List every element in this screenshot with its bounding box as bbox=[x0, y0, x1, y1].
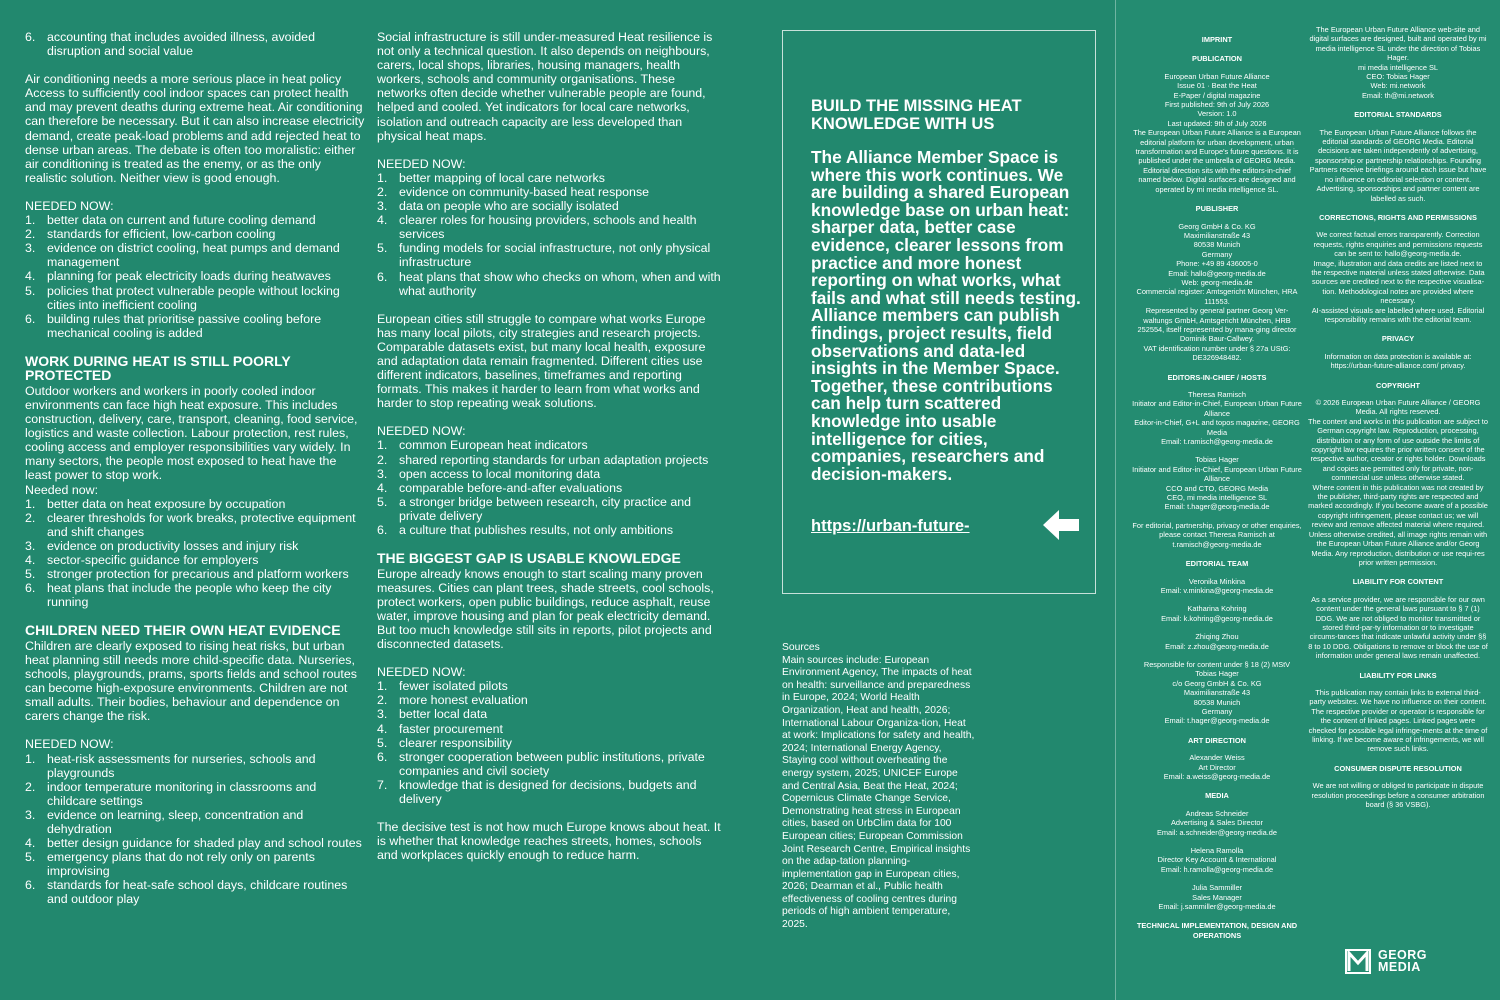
article-column-middle bbox=[377, 30, 722, 876]
imprint-text: Veronika Minkina bbox=[1188, 576, 1246, 586]
list-number: 4. bbox=[377, 213, 388, 228]
imprint-heading: PUBLISHER bbox=[1195, 204, 1239, 214]
list-number: 2. bbox=[25, 227, 36, 242]
list-item bbox=[377, 722, 722, 736]
imprint-heading: CONSUMER DISPUTE RESOLUTION bbox=[1334, 763, 1462, 773]
imprint-heading: EDITORIAL TEAM bbox=[1185, 559, 1249, 569]
list-item-text: stronger cooperation between public institutions, private companies and civil society bbox=[399, 749, 705, 778]
list-number: 2. bbox=[25, 779, 36, 794]
list-number: 3. bbox=[25, 538, 36, 553]
list-item bbox=[377, 241, 722, 269]
list-number: 5. bbox=[377, 494, 388, 509]
list-item-text: funding models for social infrastructure, not only physical infrastructure bbox=[399, 241, 711, 270]
imprint-heading: PRIVACY bbox=[1381, 334, 1415, 344]
list-item-text: standards for heat-safe school days, childcare routines and outdoor play bbox=[47, 878, 348, 907]
list-item bbox=[377, 199, 722, 213]
list-item-text: policies that protect vulnerable people without locking cities into inefficient cooling bbox=[47, 283, 340, 312]
needed-now-label: NEEDED NOW: bbox=[25, 737, 114, 752]
list-item bbox=[377, 679, 722, 693]
list-item-text: clearer roles for housing providers, schools and health services bbox=[399, 213, 697, 242]
list-item-text: data on people who are socially isolated bbox=[399, 199, 619, 214]
list-item-text: better design guidance for shaded play and school routes bbox=[47, 836, 362, 851]
list-number: 6. bbox=[25, 878, 36, 893]
imprint-text: The European Urban Future Alliance is a European editorial platform for urban development, urban transformation and Europe's future questions. It is published under the umbrella of GEORG Media. Editorial direction sits with the editors-in-chief named below. Digital surfaces are designed and operated by mi media intelligence SL. bbox=[1133, 128, 1301, 194]
imprint-text: Julia Sammiller bbox=[1191, 883, 1243, 893]
list-number: 1. bbox=[25, 751, 36, 766]
list-number: 3. bbox=[25, 241, 36, 256]
list-number: 6. bbox=[377, 523, 388, 537]
list-item bbox=[377, 693, 722, 707]
list-item bbox=[25, 213, 365, 227]
list-number: 4. bbox=[377, 480, 388, 495]
imprint-text: Tobias Hager bbox=[1195, 455, 1239, 465]
imprint-text: The European Urban Future Alliance follows the editorial standards of GEORG Media. Editorial decisions are taken independently of advertising, sponsorship or partnership relationships. Founding Partners receive briefings around each issue but have no influence on editorial selection or content. bbox=[1309, 127, 1487, 184]
list-item-text: better data on heat exposure by occupation bbox=[47, 496, 286, 511]
member-space-link[interactable]: https://urban-future- bbox=[811, 517, 970, 535]
list-item bbox=[377, 438, 722, 452]
list-item bbox=[377, 707, 722, 721]
list-item-text: indoor temperature monitoring in classrooms and childcare settings bbox=[47, 779, 317, 808]
list-item-text: evidence on district cooling, heat pumps and demand management bbox=[47, 241, 340, 270]
imprint-text: CEO, mi media intelligence SL bbox=[1166, 493, 1268, 503]
member-space-callout bbox=[782, 30, 1096, 594]
list-item-text: heat plans that show who checks on whom, when and with what authority bbox=[399, 269, 721, 298]
imprint-text: Initiator and Editor-in-Chief, European Urban Future Alliance bbox=[1132, 399, 1302, 418]
list-number: 3. bbox=[377, 199, 388, 214]
list-item bbox=[377, 171, 722, 185]
imprint-text: The European Urban Future Alliance web-site and digital surfaces are designed, built and operated by mi media intelligence SL under the direction of Tobias Hager. bbox=[1309, 25, 1487, 63]
work-heat-heading: WORK DURING HEAT IS STILL POORLY PROTECTED bbox=[25, 352, 291, 384]
imprint-text: Phone: +49 89 436005-0 bbox=[1176, 259, 1258, 269]
social-infrastructure-paragraph: Social infrastructure is still under-measured Heat resilience is not only a technical question. It also depends on neighbours, carers, local shops, libraries, housing managers, health workers, schools and community organisations. These networks often decide whether vulnerable people are found, helped and cooled. Yet indicators for local care networks, isolation and outreach capacity are less developed than physical heat maps. bbox=[377, 30, 713, 143]
arrow-left-icon[interactable] bbox=[1041, 507, 1081, 543]
imprint-text: Art Director bbox=[1198, 762, 1236, 772]
article-column-left bbox=[25, 30, 365, 921]
callout-title: BUILD THE MISSING HEAT KNOWLEDGE WITH US bbox=[811, 97, 1022, 133]
sources-title: Sources bbox=[782, 642, 820, 653]
list-item bbox=[25, 539, 365, 553]
sources-text: Main sources include: European Environment Agency, The impacts of heat on health: surveillance and preparedness in Europe, 2024; World Health Organization, Heat and health, 2026; International Labour Organiza-tion, Heat at work: Implications for safety and health, 2024; International Energy Agency, Staying cool without overheating the energy system, 2025; UNICEF Europe and Central Asia, Beat the Heat, 2024; Copernicus Climate Change Service, Demonstrating heat stress in European cities, based on UrbClim data for 100 European cities; European Commission Joint Research Centre, Empirical insights on the adap-tation planning-implementation gap in European cities, 2026; Dearman et al., Public health effectiveness of cooling centres during periods of high ambient temperature, 2025. bbox=[782, 654, 975, 931]
list-number: 6. bbox=[25, 311, 36, 326]
imprint-text: Email: t.hager@georg-media.de bbox=[1164, 716, 1270, 726]
imprint-text: Zhiqing Zhou bbox=[1195, 632, 1239, 642]
compare-cities-needs-list bbox=[377, 438, 722, 537]
imprint-column-left bbox=[1132, 25, 1302, 948]
list-item bbox=[25, 312, 365, 340]
list-item-text: evidence on productivity losses and injury risk bbox=[47, 538, 299, 553]
list-item bbox=[25, 808, 365, 836]
list-number: 6. bbox=[377, 749, 388, 764]
air-conditioning-paragraph: Air conditioning needs a more serious place in heat policy Access to sufficiently cool indoor spaces can protect health and may prevent deaths during extreme heat. Air conditioning can therefore be necessary. But it can also increase electricity demand, create peak-load problems and add rejected heat to dense urban areas. The debate is often too moralistic: either air conditioning is treated as the enemy, or as the only realistic solution. Neither view is good enough. bbox=[25, 72, 365, 185]
list-item-text: clearer responsibility bbox=[399, 735, 512, 750]
imprint-text: Email: h.ramolla@georg-media.de bbox=[1160, 864, 1274, 874]
list-item-text: evidence on learning, sleep, concentration and dehydration bbox=[47, 807, 304, 836]
closing-paragraph: The decisive test is not how much Europe knows about heat. It is whether that knowledge reaches streets, homes, schools and workplaces quickly enough to reduce harm. bbox=[377, 820, 721, 863]
list-number: 2. bbox=[377, 693, 388, 708]
imprint-text: Issue 01 · Beat the Heat bbox=[1177, 81, 1257, 91]
imprint-heading: CORRECTIONS, RIGHTS AND PERMISSIONS bbox=[1319, 212, 1477, 222]
imprint-text: Helena Ramolla bbox=[1190, 846, 1244, 856]
list-number: 2. bbox=[377, 452, 388, 467]
list-number: 3. bbox=[25, 807, 36, 822]
list-item-text: comparable before-and-after evaluations bbox=[399, 480, 623, 495]
list-number: 1. bbox=[25, 496, 36, 511]
imprint-heading: LIABILITY FOR CONTENT bbox=[1352, 577, 1444, 587]
imprint-text: Web: georg-media.de bbox=[1181, 277, 1253, 287]
imprint-text: Advertising, sponsorships and partner content are labelled as such. bbox=[1316, 184, 1480, 203]
list-item bbox=[377, 778, 722, 806]
imprint-text: The content and works in this publication are subject to German copyright law. Reproduction, processing, distribution or any form of use outside the limits of copyright law requires the prior written consent of the respective author, creator or rights holder. Downloads and copies are permitted only for private, non-commercial use unless otherwise stated. bbox=[1308, 416, 1488, 483]
list-item bbox=[25, 581, 365, 609]
imprint-text: Represented by general partner Georg Ver-waltungs GmbH, Amtsgericht München, HRB 252554, itself represented by mana-ging director Dominik Baur-Callwey. bbox=[1137, 306, 1297, 344]
list-item-text: emergency plans that do not rely only on parents improvising bbox=[47, 850, 315, 879]
list-number: 5. bbox=[25, 567, 36, 582]
usable-knowledge-heading: THE BIGGEST GAP IS USABLE KNOWLEDGE bbox=[377, 550, 681, 567]
list-number: 4. bbox=[25, 269, 36, 284]
imprint-heading: ART DIRECTION bbox=[1188, 735, 1246, 745]
imprint-text: Email: a.schneider@georg-media.de bbox=[1156, 827, 1278, 837]
needed-now-label: NEEDED NOW: bbox=[377, 665, 466, 680]
usable-knowledge-paragraph: Europe already knows enough to start scaling many proven measures. Cities can plant trees, shade streets, cool schools, protect workers, open public buildings, reduce asphalt, reuse water, improve housing and plan for peak electricity demand. But too much knowledge still sits in reports, pilot projects and disconnected datasets. bbox=[377, 566, 714, 652]
list-item-text: sector-specific guidance for employers bbox=[47, 553, 259, 567]
imprint-text: Director Key Account & International bbox=[1157, 855, 1277, 865]
imprint-heading: TECHNICAL IMPLEMENTATION, DESIGN AND OPERATIONS bbox=[1136, 921, 1298, 940]
list-item-text: shared reporting standards for urban adaptation projects bbox=[399, 452, 709, 467]
imprint-text: Email: j.sammiller@georg-media.de bbox=[1158, 902, 1276, 912]
children-heat-needs-list bbox=[25, 752, 365, 907]
sources-block bbox=[782, 642, 977, 932]
imprint-heading: PUBLICATION bbox=[1192, 54, 1242, 64]
list-number: 5. bbox=[377, 735, 388, 750]
imprint-text: First published: 9th of July 2026 bbox=[1164, 100, 1270, 110]
imprint-spacer bbox=[1132, 623, 1302, 632]
list-item bbox=[377, 523, 722, 537]
imprint-text: Editor-in-Chief, G+L and topos magazine, GEORG Media bbox=[1134, 418, 1300, 437]
imprint-text: 80538 Munich bbox=[1193, 697, 1241, 707]
imprint-text: Initiator and Editor-in-Chief, European Urban Future Alliance bbox=[1132, 464, 1302, 484]
imprint-text: Advertising & Sales Director bbox=[1170, 818, 1263, 828]
list-item bbox=[25, 241, 365, 269]
list-number: 1. bbox=[377, 170, 388, 185]
imprint-text: Katharina Kohring bbox=[1187, 604, 1247, 614]
list-item bbox=[377, 495, 722, 523]
list-item-text: heat plans that include the people who keep the city running bbox=[47, 581, 332, 610]
imprint-text: Maximilianstraße 43 bbox=[1183, 230, 1251, 240]
list-item-text: common European heat indicators bbox=[399, 438, 588, 453]
imprint-text: AI-assisted visuals are labelled where used. Editorial responsibility remains with the editorial team. bbox=[1311, 305, 1485, 324]
imprint-heading: EDITORS-IN-CHIEF / HOSTS bbox=[1167, 372, 1267, 382]
list-item bbox=[25, 497, 365, 511]
list-item bbox=[25, 511, 365, 539]
children-heat-heading: CHILDREN NEED THEIR OWN HEAT EVIDENCE bbox=[25, 622, 341, 639]
imprint-text: Responsible for content under § 18 (2) MStV bbox=[1143, 659, 1291, 669]
imprint-spacer bbox=[1132, 651, 1302, 660]
georg-media-logo bbox=[1345, 948, 1445, 976]
imprint-text: CEO: Tobias Hager bbox=[1366, 72, 1430, 82]
list-item bbox=[25, 553, 365, 567]
imprint-text: This publication may contain links to external third-party websites. We have no influence on their content. The respective provider or operator is responsible for the content of linked pages. Linked pages were checked for possible legal infringe-ments at the time of linking. If we become aware of infringements, we will remove such links. bbox=[1308, 687, 1488, 754]
list-item bbox=[377, 185, 722, 199]
list-item bbox=[25, 567, 365, 581]
list-item: 6. accounting that includes avoided illness, avoided disruption and social value bbox=[25, 30, 315, 59]
list-item-text: better mapping of local care networks bbox=[399, 170, 605, 185]
imprint-text: Email: th@mi.network bbox=[1362, 90, 1434, 100]
list-item-text: fewer isolated pilots bbox=[399, 679, 508, 694]
imprint-text: Andreas Schneider bbox=[1185, 808, 1249, 818]
list-item bbox=[377, 213, 722, 241]
imprint-text: Web: mi.network bbox=[1370, 81, 1426, 91]
list-item-text: stronger protection for precarious and platform workers bbox=[47, 567, 349, 582]
air-conditioning-needs-list bbox=[25, 213, 365, 340]
list-item bbox=[377, 270, 722, 298]
list-item bbox=[25, 850, 365, 878]
imprint-text: Email: k.kohring@georg-media.de bbox=[1161, 613, 1273, 623]
list-number: 3. bbox=[377, 707, 388, 722]
imprint-text: Email: a.weiss@georg-media.de bbox=[1163, 772, 1271, 781]
usable-knowledge-needs-list bbox=[377, 679, 722, 806]
imprint-spacer bbox=[1132, 837, 1302, 846]
imprint-text: © 2026 European Urban Future Alliance / GEORG Media. All rights reserved. bbox=[1315, 398, 1481, 417]
imprint-heading: LIABILITY FOR LINKS bbox=[1359, 670, 1437, 680]
list-item bbox=[25, 836, 365, 850]
imprint-text: European Urban Future Alliance bbox=[1164, 71, 1270, 81]
imprint-text: CCO and CTO, GEORG Media bbox=[1165, 483, 1269, 493]
list-number: 1. bbox=[25, 213, 36, 228]
work-heat-paragraph: Outdoor workers and workers in poorly cooled indoor environments can face high heat exposure. This includes construction, delivery, care, transport, cleaning, food service, logistics and waste collection. Labour protection, rest rules, cooling access and employer responsibilities vary widely. In many sectors, the people most exposed to heat have the least power to stop work. bbox=[25, 383, 358, 483]
list-item-text: better local data bbox=[399, 707, 488, 722]
imprint-text: Email: hallo@georg-media.de bbox=[1168, 268, 1266, 278]
list-item bbox=[377, 453, 722, 467]
children-heat-paragraph: Children are clearly exposed to rising heat risks, but urban heat planning still needs more child-specific data. Nurseries, schools, playgrounds, prams, sports fields and school routes can become high-exposure environments. Children are not small adults. Their bodies, behaviour and dependence on carers change the risk. bbox=[25, 638, 357, 724]
list-number: 5. bbox=[25, 283, 36, 298]
needed-now-label: NEEDED NOW: bbox=[25, 198, 114, 213]
list-item-text: faster procurement bbox=[399, 721, 503, 736]
list-item bbox=[25, 780, 365, 808]
imprint-heading: EDITORIAL STANDARDS bbox=[1354, 110, 1442, 120]
list-number: 2. bbox=[25, 510, 36, 525]
list-number: 7. bbox=[377, 777, 388, 792]
needed-now-label: NEEDED NOW: bbox=[377, 156, 466, 171]
needed-now-label: NEEDED NOW: bbox=[377, 424, 466, 439]
list-item-text: a stronger bridge between research, city practice and private delivery bbox=[399, 494, 692, 523]
imprint-text: c/o Georg GmbH & Co. KG bbox=[1172, 678, 1262, 688]
imprint-text: Commercial register: Amtsgericht München, HRA 111553. bbox=[1136, 287, 1298, 306]
imprint-text: For editorial, partnership, privacy or other enquiries, please contact Theresa Ramisch at t.ramisch@georg-media.de bbox=[1132, 520, 1302, 549]
list-item bbox=[25, 752, 365, 780]
list-item bbox=[377, 736, 722, 750]
imprint-text: Germany bbox=[1201, 249, 1233, 259]
list-item-text: planning for peak electricity loads during heatwaves bbox=[47, 269, 331, 284]
imprint-text: We correct factual errors transparently. Correction requests, rights enquiries and permissions requests can be sent to: hallo@georg-media.de. bbox=[1313, 230, 1483, 259]
imprint-heading: COPYRIGHT bbox=[1376, 380, 1420, 390]
list-number: 4. bbox=[25, 553, 36, 567]
imprint-text: Georg GmbH & Co. KG bbox=[1178, 221, 1256, 231]
list-item-text: heat-risk assessments for nurseries, schools and playgrounds bbox=[47, 751, 316, 780]
imprint-text: E-Paper / digital magazine bbox=[1173, 90, 1261, 100]
accounting-list-tail bbox=[25, 30, 365, 58]
imprint-text: We are not willing or obliged to participate in dispute resolution proceedings before a consumer arbitration board (§ 36 VSBG). bbox=[1311, 781, 1485, 810]
imprint-text: Image, illustration and data credits are listed next to the respective material unless stated otherwise. Data sources are credited next to the respective visualisa-tion. Methodological notes are provided where necessary. bbox=[1311, 258, 1485, 306]
imprint-spacer bbox=[1132, 595, 1302, 604]
list-number: 3. bbox=[377, 466, 388, 481]
list-item-text: evidence on community-based heat response bbox=[399, 184, 650, 199]
imprint-text: As a service provider, we are responsible for our own content under the general laws pursuant to § 7 (1) DDG. We are not obliged to monitor transmitted or stored third-par-ty information or to investigate circums-tances that indicate unlawful activity under §§ 8 to 10 DDG. Obligations to remove or block the use of information under general laws remain unaffected. bbox=[1308, 594, 1488, 661]
imprint-text: Theresa Ramisch bbox=[1188, 390, 1246, 399]
list-item-text: building rules that prioritise passive cooling before mechanical cooling is added bbox=[47, 311, 322, 340]
imprint-text: Sales Manager bbox=[1192, 892, 1242, 902]
list-number: 4. bbox=[25, 836, 36, 851]
imprint-text: Where content in this publication was not created by the publisher, third-party rights are respected and marked accordingly. If you become aware of a possible copyright infringement, please contact us; we will review and remove affected material where required. Unless otherwise credited, all image rights remain with the European Urban Future Alliance and/or Georg Media. Any reproduction, distribution or use requi-res prior written permission. bbox=[1308, 482, 1488, 567]
imprint-text: Tobias Hager bbox=[1195, 669, 1239, 679]
list-number: 1. bbox=[377, 679, 388, 694]
georg-media-logo-icon bbox=[1345, 948, 1371, 974]
list-item-text: open access to local monitoring data bbox=[399, 466, 601, 481]
imprint-text: Information on data protection is available at: https://urban-future-alliance.com/ privacy. bbox=[1324, 351, 1472, 371]
list-number: 6. bbox=[25, 581, 36, 596]
imprint-heading: IMPRINT bbox=[1201, 35, 1233, 44]
imprint-text: Alexander Weiss bbox=[1189, 753, 1245, 763]
imprint-spacer bbox=[1132, 874, 1302, 883]
imprint-text: VAT identification number under § 27a UStG: DE326948482. bbox=[1143, 343, 1291, 363]
imprint-column-right bbox=[1308, 25, 1488, 809]
imprint-spacer bbox=[1132, 446, 1302, 455]
imprint-text: mi media intelligence SL bbox=[1357, 62, 1439, 72]
list-item-text: clearer thresholds for work breaks, protective equipment and shift changes bbox=[47, 510, 356, 539]
list-item bbox=[377, 467, 722, 481]
imprint-text: Maximilianstraße 43 bbox=[1183, 688, 1251, 698]
list-item-text: knowledge that is designed for decisions, budgets and delivery bbox=[399, 777, 697, 806]
list-number: 5. bbox=[377, 241, 388, 256]
compare-cities-paragraph: European cities still struggle to compare what works Europe has many local pilots, city strategies and research projects. Comparable datasets exist, but many local health, exposure and adaptation data remain fragmented. Different cities use different indicators, baselines, timeframes and reporting formats. This makes it harder to learn from what works and harder to stop repeating weak solutions. bbox=[377, 311, 706, 411]
list-item-text: more honest evaluation bbox=[399, 693, 528, 708]
list-item bbox=[377, 481, 722, 495]
imprint-text: Email: t.ramisch@georg-media.de bbox=[1161, 437, 1273, 447]
list-number: 4. bbox=[377, 721, 388, 736]
list-item-text: a culture that publishes results, not only ambitions bbox=[399, 523, 674, 537]
imprint-text: Version: 1.0 bbox=[1197, 109, 1237, 119]
list-item bbox=[25, 269, 365, 283]
list-number: 1. bbox=[377, 438, 388, 453]
list-item bbox=[377, 750, 722, 778]
list-number: 2. bbox=[377, 184, 388, 199]
list-item-text: standards for efficient, low-carbon cooling bbox=[47, 227, 276, 242]
logo-wordmark: GEORG MEDIA bbox=[1378, 948, 1428, 974]
imprint-text: Germany bbox=[1201, 706, 1233, 716]
work-heat-needs-list bbox=[25, 497, 365, 610]
social-infrastructure-needs-list bbox=[377, 171, 722, 298]
imprint-text: 80538 Munich bbox=[1193, 240, 1241, 250]
imprint-spacer bbox=[1132, 512, 1302, 521]
imprint-text: Last updated: 9th of July 2026 bbox=[1167, 118, 1267, 128]
callout-body: The Alliance Member Space is where this work continues. We are building a shared European knowledge base on urban heat: sharper data, better case evidence, clearer lessons from practice and more honest reporting on what works, what fails and what still needs testing. Alliance members can publish findings, project results, field observations and data-led insights in the Member Space. Together, these contributions can help turn scattered knowledge into usable intelligence for cities, companies, researchers and decision-makers. bbox=[811, 147, 1081, 484]
list-number: 5. bbox=[25, 850, 36, 865]
imprint-heading: MEDIA bbox=[1205, 791, 1229, 801]
imprint-text: Email: t.hager@georg-media.de bbox=[1164, 502, 1270, 512]
list-item bbox=[25, 878, 365, 906]
list-item bbox=[25, 284, 365, 312]
list-item bbox=[25, 227, 365, 241]
imprint-text: Email: v.minkina@georg-media.de bbox=[1160, 585, 1274, 595]
list-number: 6. bbox=[377, 269, 388, 284]
list-item-text: better data on current and future cooling demand bbox=[47, 213, 316, 228]
imprint-text: Email: z.zhou@georg-media.de bbox=[1165, 641, 1269, 651]
needed-now-label: Needed now: bbox=[25, 482, 99, 497]
